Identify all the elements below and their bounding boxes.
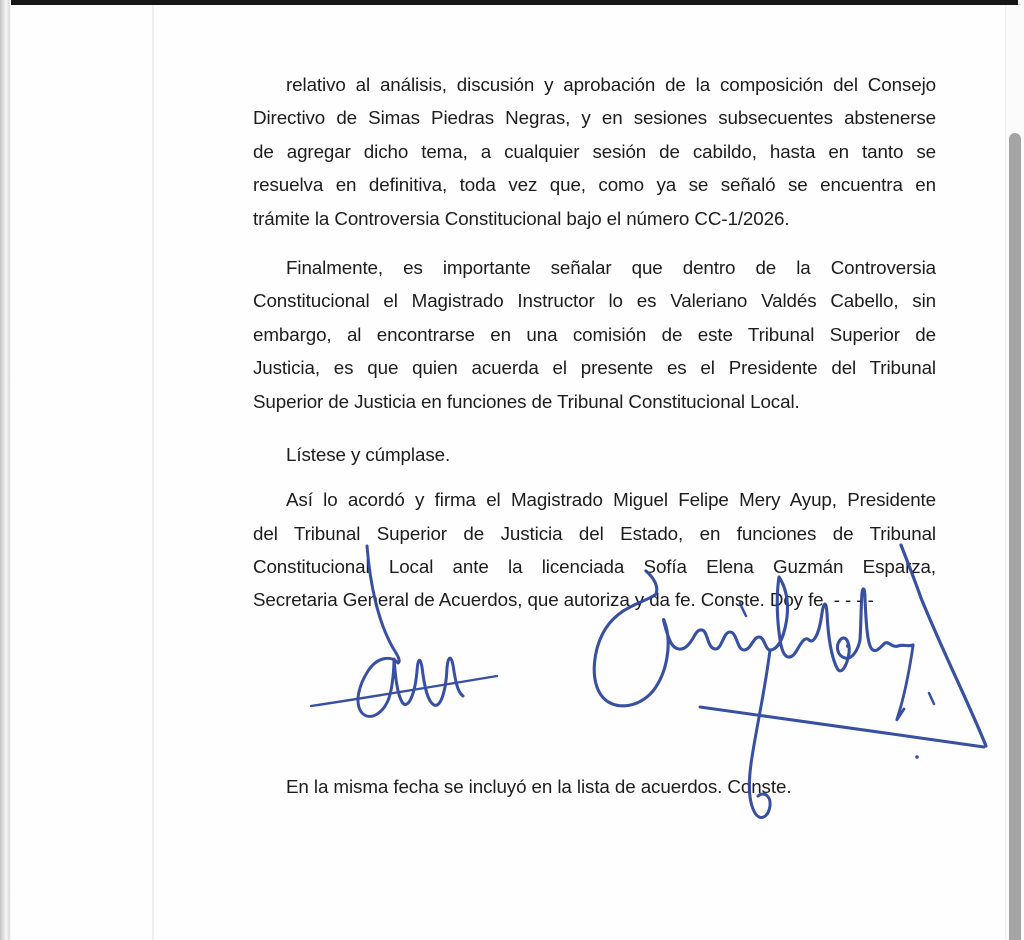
paragraph — [253, 438, 936, 471]
body-line: trámite la Controversia Constitucional bajo el número CC-1/2026. — [253, 207, 790, 229]
body-line: En la misma fecha se incluyó en la lista de acuerdos. Conste. — [286, 775, 792, 797]
body-line: Secretaria General de Acuerdos, que autoriza y da fe. Conste. Doy fe. - - - - — [253, 589, 874, 611]
paragraph — [253, 770, 936, 803]
body-line: del Tribunal Superior de Justicia del Estado, en funciones de Tribunal — [253, 522, 936, 544]
body-line: relativo al análisis, discusión y aprobación de la composición del Consejo — [286, 74, 936, 95]
scrollbar-thumb[interactable] — [1009, 133, 1021, 940]
body-line: embargo, al encontrarse en una comisión de este Tribunal Superior de — [253, 323, 936, 345]
paragraph — [253, 68, 936, 235]
document-text — [253, 68, 936, 803]
body-line: Finalmente, es importante señalar que dentro de la Controversia — [286, 256, 936, 278]
body-line: de agregar dicho tema, a cualquier sesión de cabildo, hasta en tanto se — [253, 140, 936, 162]
body-line: Justicia, es que quien acuerda el presente es el Presidente del Tribunal — [253, 357, 936, 379]
body-line: Constitucional Local ante la licenciada Sofía Elena Guzmán Esparza, — [253, 556, 936, 578]
scan-fold-line — [152, 5, 154, 940]
body-line: Directivo de Simas Piedras Negras, y en sesiones subsecuentes abstenerse — [253, 107, 936, 129]
body-line: Así lo acordó y firma el Magistrado Miguel Felipe Mery Ayup, Presidente — [286, 489, 936, 511]
body-line: Constitucional el Magistrado Instructor lo es Valeriano Valdés Cabello, sin — [253, 290, 936, 312]
body-line: Lístese y cúmplase. — [286, 443, 451, 465]
screen-top-edge — [8, 0, 1018, 5]
body-line: resuelva en definitiva, toda vez que, como ya se señaló se encuentra en — [253, 174, 936, 196]
body-line: Superior de Justicia en funciones de Tribunal Constitucional Local. — [253, 390, 800, 412]
paragraph — [253, 483, 936, 617]
paragraph — [253, 251, 936, 418]
scan-left-edge — [0, 0, 11, 940]
